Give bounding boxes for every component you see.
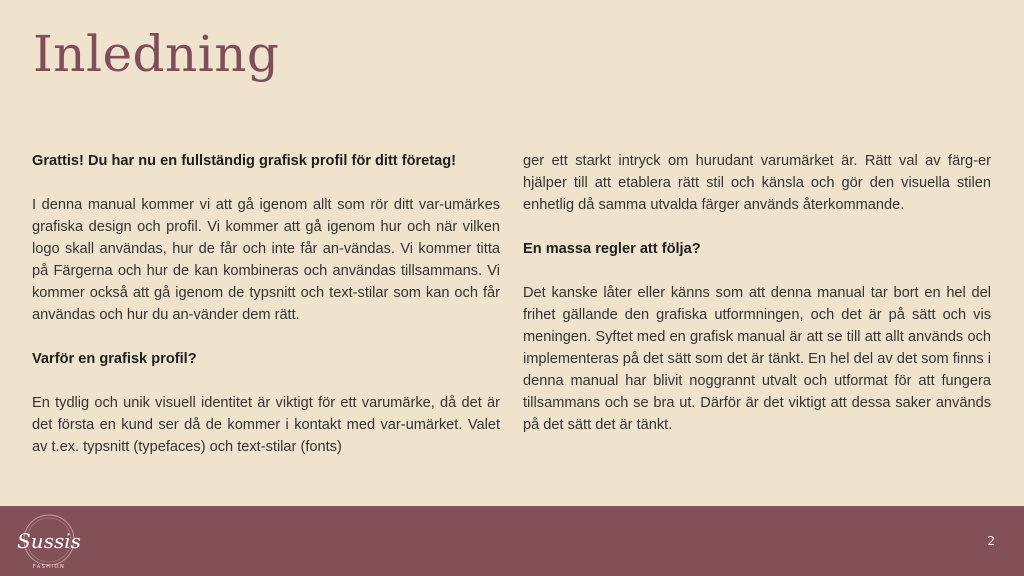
intro-paragraph: I denna manual kommer vi att gå igenom allt som rör ditt var-umärkes grafiska design och profil. Vi kommer att gå igenom hur och när vilken logo skall användas, hur de får och inte får an-vändas. Vi kommer titta på Färgerna och hur de kan kombineras och användas tillsammans. Vi kommer också att gå igenom de typsnitt och text-stilar som kan och får användas och hur du an-vänder dem rätt. <box>32 197 500 323</box>
why-paragraph: En tydlig och unik visuell identitet är viktigt för ett varumärke, då det är det första en kund ser då de kommer i kontakt med var-umärket. Valet av t.ex. typsnitt (typefaces) och text-stilar (fonts) <box>32 395 500 455</box>
intro-heading: Grattis! Du har nu en fullständig grafisk profil för ditt företag! <box>32 153 457 169</box>
right-column <box>523 150 991 458</box>
why-paragraph-continued: ger ett starkt intryck om hurudant varumärket är. Rätt val av färg-er hjälper till att etablera rätt stil och känsla och gör den visuella stilen enhetlig då samma utvalda färger används återkommande. <box>523 153 991 213</box>
logo-wordmark: Sussis <box>17 529 81 553</box>
page-number: 2 <box>987 534 995 548</box>
left-column <box>32 150 500 480</box>
logo-subtitle: FASHION <box>32 564 66 570</box>
sussis-logo <box>14 510 84 572</box>
page-title: Inledning <box>33 25 280 83</box>
footer-bar <box>0 506 1024 576</box>
rules-paragraph: Det kanske låter eller känns som att denna manual tar bort en hel del frihet gällande den grafiska utformningen, och det är på sätt och vis meningen. Syftet med en grafisk manual är att se till att allt används och implementeras på det sätt som det är tänkt. En hel del av det som finns i denna manual har blivit noggrannt utvalt och utformat för att fungera tillsammans och se bra ut. Därför är det viktigt att dessa saker används på det sätt det är tänkt. <box>523 285 991 433</box>
rules-heading: En massa regler att följa? <box>523 241 701 257</box>
why-heading: Varför en grafisk profil? <box>32 351 197 367</box>
